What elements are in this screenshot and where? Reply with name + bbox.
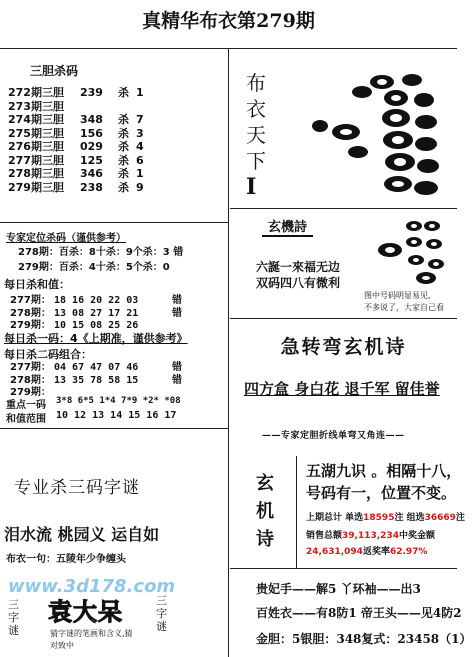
banner-top-divider bbox=[230, 318, 457, 319]
row-values: 04 67 47 07 46 bbox=[54, 362, 139, 373]
row-label: 274期三胆 bbox=[8, 113, 64, 126]
left-bottom-divider bbox=[0, 428, 228, 429]
row-kill: 杀 bbox=[118, 113, 129, 126]
row-kill: 杀 bbox=[118, 167, 129, 180]
row-nums: 238 bbox=[80, 180, 103, 194]
row-kill-num: 9 bbox=[136, 180, 144, 194]
side-label-right bbox=[156, 594, 167, 633]
row-label: 279期： bbox=[10, 320, 51, 331]
clue-line: 百姓衣——有8防1 帝王头——见4防2 bbox=[256, 606, 462, 620]
prize-total: 24,631,094 bbox=[306, 547, 363, 557]
row-values: 13 08 27 17 21 bbox=[54, 307, 139, 319]
row-kill-num: 6 bbox=[136, 153, 144, 167]
bottom-right-divider bbox=[230, 568, 457, 569]
poem-line: 双码四八有微利 bbox=[256, 276, 341, 290]
page-title: 真精华布衣第279期 bbox=[142, 10, 315, 32]
side-char: 字 bbox=[8, 611, 19, 624]
vertical-char: 玄 bbox=[256, 473, 274, 494]
small-note: 猜字谜的笔画和含义,猜 bbox=[50, 629, 133, 638]
vertical-char: I bbox=[246, 174, 257, 200]
row-kill: 杀 bbox=[118, 126, 129, 140]
row-label: 272期三胆 bbox=[8, 86, 64, 99]
daily-two-title: 每日杀二码组合： bbox=[4, 348, 92, 361]
side-char: 三 bbox=[156, 594, 167, 607]
riddle-title: 专业杀三码字谜 bbox=[14, 478, 140, 498]
small-note: 对致中 bbox=[50, 641, 74, 650]
row-mark: 错 bbox=[172, 307, 182, 319]
stats-label: 注 组选 bbox=[394, 513, 425, 523]
image-caption: 图中号码明显易见, bbox=[364, 291, 431, 300]
cut-header: 三胆杀码 bbox=[30, 64, 79, 78]
row-mark: 错 bbox=[172, 374, 182, 386]
sum-range-values: 10 12 13 14 15 16 17 bbox=[56, 410, 177, 421]
return-rate: 62.97% bbox=[389, 547, 428, 557]
left-mid-divider bbox=[0, 222, 228, 223]
banner-title: 急转弯玄机诗 bbox=[280, 336, 407, 358]
daily-sum-row bbox=[10, 316, 172, 331]
stats-label: 注 bbox=[455, 513, 465, 523]
row-values: 13 35 78 58 15 bbox=[54, 374, 139, 386]
single-count: 18595 bbox=[363, 513, 395, 523]
row-kill: 杀 bbox=[118, 140, 129, 153]
row-label: 273期三胆 bbox=[8, 99, 64, 113]
stats-line-1 bbox=[306, 510, 465, 523]
stats-line-2 bbox=[306, 528, 435, 541]
side-label-left bbox=[8, 598, 19, 637]
vertical-title bbox=[246, 70, 266, 200]
row-mark: 错 bbox=[172, 362, 182, 373]
clue-line: 贵妃手——解5 丫环袖——出3 bbox=[256, 582, 421, 596]
right-top-divider bbox=[230, 208, 457, 209]
kill-line: 279期：百杀：4十杀：5个杀：0 bbox=[18, 262, 170, 273]
poem-title: 玄機詩 bbox=[262, 216, 313, 237]
kill-line: 278期：百杀：8十杀：9个杀：3 错 bbox=[18, 247, 184, 258]
side-char: 三 bbox=[8, 598, 19, 611]
poem-line: 号码有一，位置不变。 bbox=[306, 484, 457, 502]
key-code-values: 3*8 6*5 1*4 7*9 *2* *08 bbox=[56, 396, 181, 406]
row-kill: 杀 bbox=[118, 153, 129, 167]
poem-left-border bbox=[296, 456, 297, 568]
vertical-char: 诗 bbox=[256, 529, 274, 550]
row-label: 277期： bbox=[10, 362, 51, 373]
row-values: 18 16 20 22 03 bbox=[54, 295, 139, 306]
three-gall-row bbox=[8, 179, 144, 195]
row-label: 276期三胆 bbox=[8, 140, 64, 153]
key-code-label: 重点一码 bbox=[6, 400, 46, 411]
side-char: 谜 bbox=[156, 620, 167, 633]
saying-line: 布衣一句：五陵年少争缠头 bbox=[6, 554, 126, 565]
expert-subline: ——专家定胆折线单弯又角连—— bbox=[262, 431, 405, 441]
row-label: 279期： bbox=[10, 387, 51, 398]
image-caption: 不多说了，大家自己看 bbox=[364, 303, 444, 312]
row-kill-num: 4 bbox=[136, 140, 144, 153]
side-char: 谜 bbox=[8, 624, 19, 637]
row-kill: 杀 bbox=[118, 180, 129, 194]
row-label: 275期三胆 bbox=[8, 126, 64, 140]
row-label: 279期三胆 bbox=[8, 180, 64, 194]
sales-total: 39,113,234 bbox=[342, 531, 399, 541]
riddle-art-text: 袁大呆 bbox=[48, 597, 123, 626]
row-label: 277期： bbox=[10, 295, 51, 306]
row-label: 277期三胆 bbox=[8, 153, 64, 167]
row-label: 278期： bbox=[10, 307, 51, 319]
coin-pile-image bbox=[370, 216, 450, 288]
stats-label: 销售总额 bbox=[306, 531, 343, 541]
row-kill-num: 1 bbox=[136, 86, 144, 99]
expert-kill-title: 专家定位杀码（谨供参考） bbox=[6, 233, 126, 244]
row-kill: 杀 bbox=[118, 86, 129, 99]
clue-line: 金胆：5银胆：348复式：23458（1） bbox=[256, 632, 472, 646]
riddle-phrases: 四方盒 身白花 退千军 留佳誉 bbox=[244, 380, 440, 398]
stats-label: 中奖金额 bbox=[398, 531, 435, 541]
stats-label: 返奖率 bbox=[362, 547, 390, 557]
stats-label: 上期总计 单选 bbox=[306, 513, 364, 523]
row-values: 10 15 08 25 26 bbox=[54, 320, 139, 331]
daily-one-title: 每日杀一码：4《上期准，谨供参考》 bbox=[4, 332, 188, 345]
row-nums: 239 bbox=[80, 86, 103, 99]
row-nums: 156 bbox=[80, 126, 103, 140]
sum-range-label: 和值范围 bbox=[6, 414, 46, 425]
poem-line: 五湖九识 。相隔十八， bbox=[306, 462, 462, 480]
row-label: 278期： bbox=[10, 374, 51, 386]
row-kill-num: 3 bbox=[136, 126, 144, 140]
row-kill-num: 7 bbox=[136, 113, 144, 126]
coin-stack-image bbox=[300, 70, 450, 210]
riddle-line: 泪水流 桃园义 运自如 bbox=[4, 525, 160, 544]
stats-line-3 bbox=[306, 544, 427, 557]
vertical-char: 布 bbox=[246, 71, 266, 95]
row-mark: 错 bbox=[172, 295, 182, 306]
poem-line: 六誕一來福无边 bbox=[256, 260, 341, 274]
vertical-poem-label bbox=[256, 470, 274, 554]
frame-center-divider bbox=[228, 48, 229, 657]
daily-sum-title: 每日杀和值： bbox=[4, 278, 70, 291]
vertical-char: 下 bbox=[246, 149, 266, 173]
row-nums: 125 bbox=[80, 153, 103, 167]
row-nums: 346 bbox=[80, 167, 103, 180]
watermark: www.3d178.com bbox=[8, 576, 176, 597]
vertical-char: 天 bbox=[246, 123, 266, 147]
vertical-char: 机 bbox=[256, 501, 274, 522]
group-count: 36669 bbox=[424, 513, 456, 523]
row-nums: 348 bbox=[80, 113, 103, 126]
row-label: 278期三胆 bbox=[8, 167, 64, 180]
side-char: 字 bbox=[156, 607, 167, 620]
vertical-char: 衣 bbox=[246, 97, 266, 121]
row-nums: 029 bbox=[80, 140, 103, 153]
row-kill-num: 1 bbox=[136, 167, 144, 180]
